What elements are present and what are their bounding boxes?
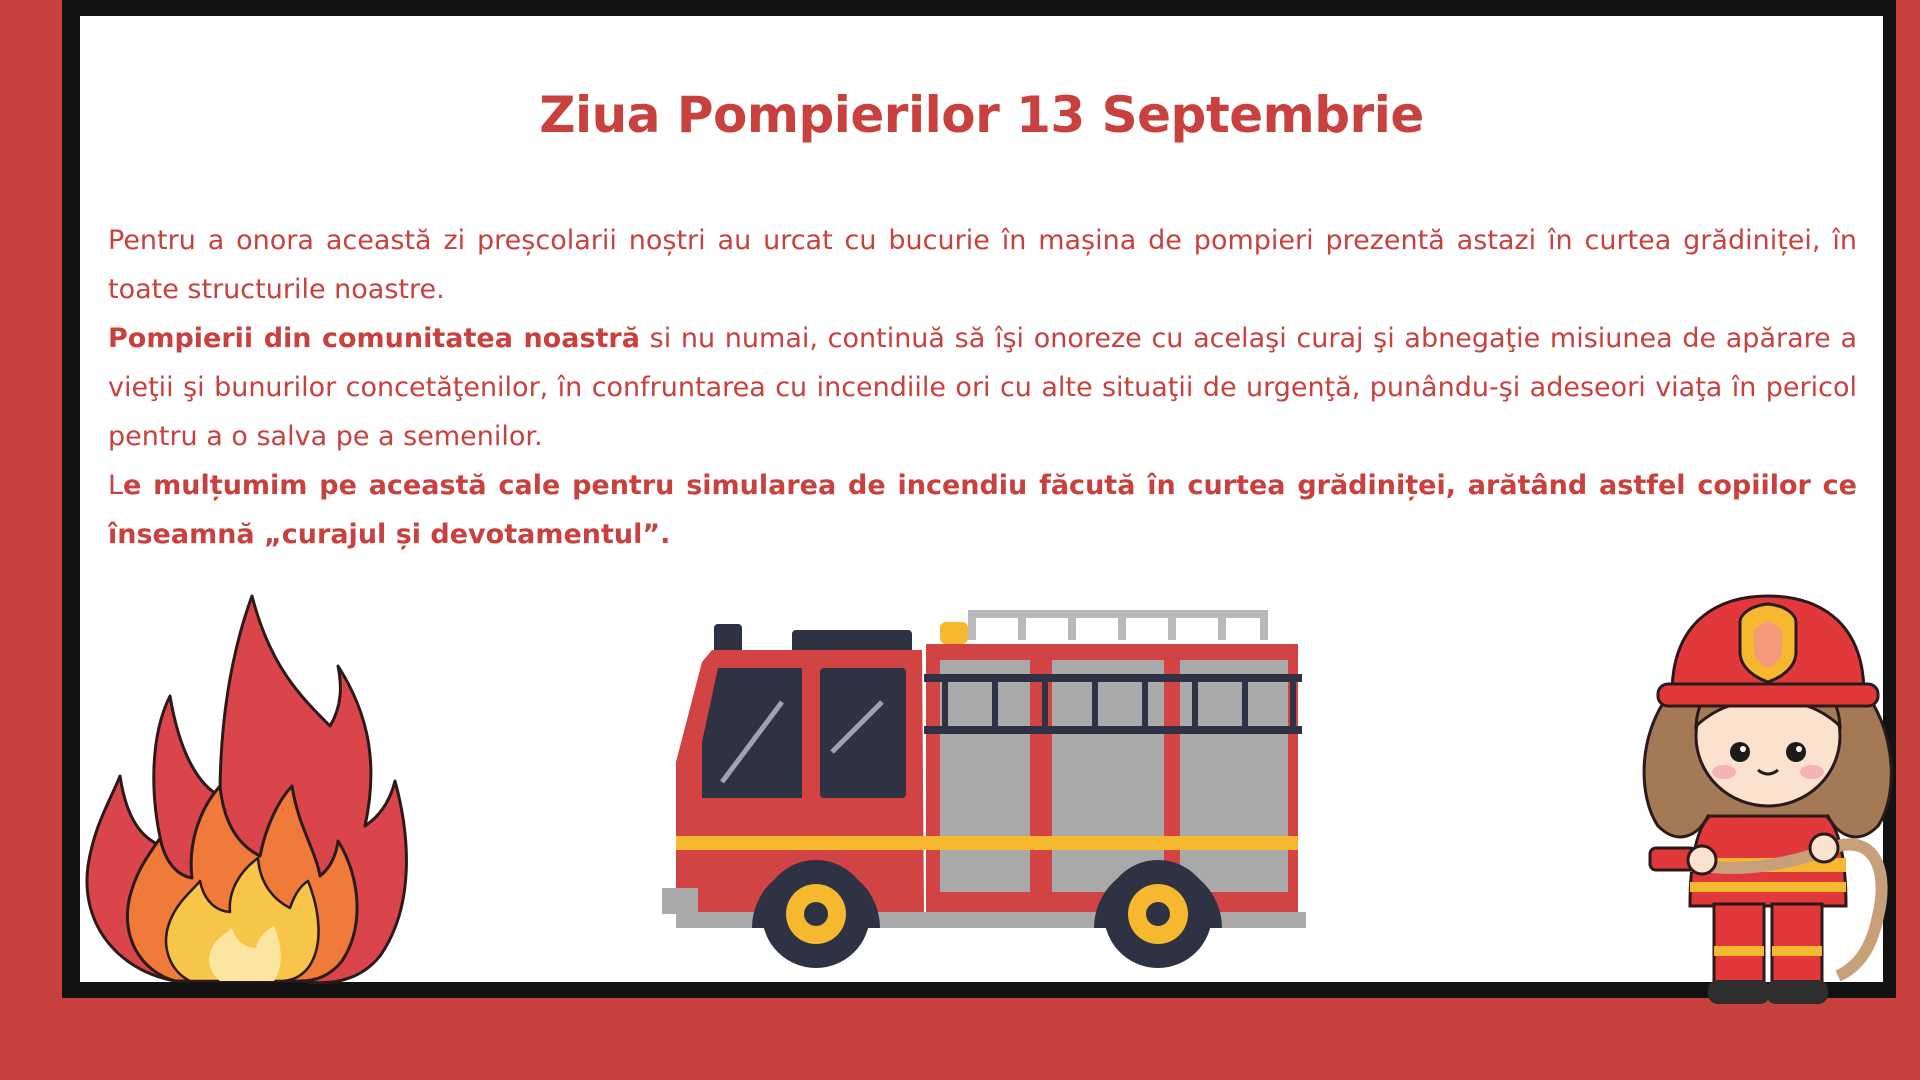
- paragraph-firefighters-bold: Pompierii din comunitatea noastră: [108, 323, 640, 354]
- document-body: [108, 216, 1857, 559]
- paragraph-thanks-bold: e mulțumim pe această cale pentru simularea de incendiu făcută în curtea grădiniței, arătând astfel copiilor ce înseamnă „curajul și devotamentul”.: [108, 470, 1857, 550]
- paragraph-thanks: [108, 461, 1857, 559]
- document-card: [80, 16, 1883, 982]
- paragraph-firefighters-text: si nu numai, continuă să îşi onoreze cu acelaşi curaj şi abnegaţie misiunea de apărare a vieţii şi bunurilor concetăţenilor, în confruntarea cu incendiile ori cu alte situaţii de urgenţă, punându-şi adeseori viaţa în pericol pentru a o salva pe a semenilor.: [108, 323, 1857, 452]
- flame-icon: [80, 576, 420, 996]
- paragraph-intro: Pentru a onora această zi preșcolarii noștri au urcat cu bucurie în mașina de pompieri prezentă astazi în curtea grădiniței, în toate structurile noastre.: [108, 225, 1857, 305]
- paragraph-firefighters: [108, 314, 1857, 461]
- firefighter-girl-icon: [1628, 576, 1908, 1016]
- fire-truck-icon: [662, 602, 1322, 982]
- page-title: Ziua Pompierilor 13 Septembrie: [539, 86, 1424, 144]
- paragraph-thanks-initial: L: [108, 470, 124, 501]
